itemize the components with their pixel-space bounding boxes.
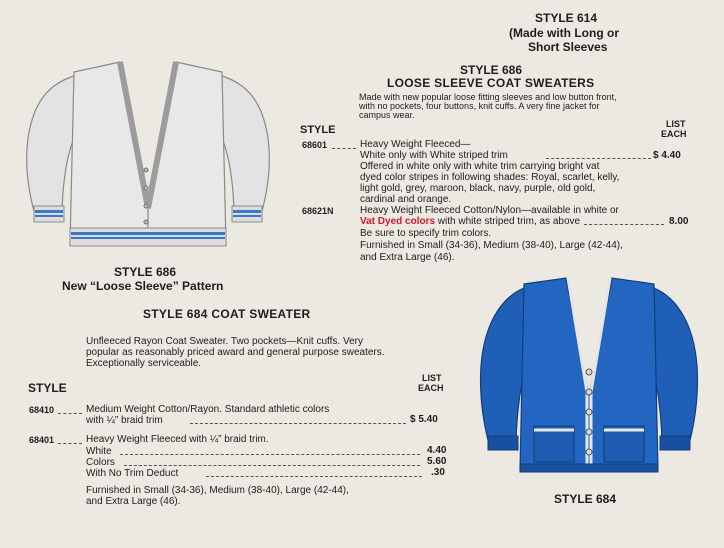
style-684-list-header-1: LIST [422,373,442,383]
leader-dots [190,423,406,424]
style-686-subtitle: LOOSE SLEEVE COAT SWEATERS [387,76,595,90]
item-code-68601: 68601 [302,140,328,150]
style-686-desc-2: with no pockets, four buttons, knit cuffs. A very fine jacket for [359,101,600,111]
item-68401-row-label: Colors [86,457,115,468]
item-code-68621n: 68621N [302,206,334,216]
leader-dots [332,148,356,149]
item-68621n-line-2 [360,216,580,227]
item-68601-line-5: light gold, grey, maroon, black, navy, purple, old gold, [360,183,596,194]
style-614-note-1: (Made with Long or [509,26,619,40]
style-614-title: STYLE 614 [535,11,598,25]
blue-sweater-illustration [478,276,700,484]
item-68621n-line-2-rest: with white striped trim, as above [435,216,581,227]
item-68410-line-1: Medium Weight Cotton/Rayon. Standard athletic colors [86,404,330,415]
white-sweater-illustration [22,58,274,262]
item-68401-row-price: 4.40 [427,445,447,456]
style-614-note-2: Short Sleeves [528,40,608,54]
style-686-desc-3: campus wear. [359,110,415,120]
style-684-style-header: STYLE [28,381,67,395]
vat-dyed-colors-label: Vat Dyed colors [360,216,436,227]
style-684-title: STYLE 684 COAT SWEATER [143,307,311,321]
style-684-list-header-2: EACH [418,383,444,393]
leader-dots [206,476,422,477]
style-684-caption: STYLE 684 [554,492,617,506]
leader-dots [584,224,664,225]
item-68601-line-6: cardinal and orange. [360,194,452,205]
style-686-list-header-2: EACH [661,129,687,139]
style-686-style-header: STYLE [300,124,336,136]
item-68401-row-price: .30 [431,467,445,478]
style-684-furnish-2: and Extra Large (46). [86,496,181,507]
item-68601-line-4: dyed color stripes in following shades: Royal, scarlet, kelly, [360,172,620,183]
item-code-68401: 68401 [29,435,55,445]
style-684-desc-2: popular as reasonably priced award and general purpose sweaters. [86,347,385,358]
item-68601-line-3: Offered in white only with white trim carrying bright vat [360,161,600,172]
item-68410-line-2: with ¼” braid trim [86,415,163,426]
item-68621n-line-3: Be sure to specify trim colors. [360,228,492,239]
style-686-caption: STYLE 686 [114,265,177,279]
item-68401-row-label: With No Trim Deduct [86,468,179,479]
item-code-68410: 68410 [29,405,55,415]
item-68401-row-price: 5.60 [427,456,447,467]
style-686-title: STYLE 686 [460,63,523,77]
item-68621n-line-5: and Extra Large (46). [360,252,455,263]
item-68601-line-1: Heavy Weight Fleeced— [360,139,471,150]
style-684-desc-3: Exceptionally serviceable. [86,358,202,369]
item-68621n-line-1: Heavy Weight Fleeced Cotton/Nylon—available in white or [360,205,619,216]
style-686-desc-1: Made with new popular loose fitting sleeves and low button front, [359,92,617,102]
item-68621n-line-4: Furnished in Small (34-36), Medium (38-40), Large (42-44), [360,240,623,251]
item-68621n-price: 8.00 [669,216,689,227]
item-68401-line-1: Heavy Weight Fleeced with ¼” braid trim. [86,434,269,445]
style-684-furnish-1: Furnished in Small (34-36), Medium (38-40), Large (42-44), [86,485,349,496]
leader-dots [58,443,82,444]
style-684-desc-1: Unfleeced Rayon Coat Sweater. Two pockets—Knit cuffs. Very [86,336,363,347]
leader-dots [124,465,420,466]
leader-dots [546,158,651,159]
item-68401-row-label: White [86,446,112,457]
leader-dots [58,413,82,414]
leader-dots [120,454,420,455]
item-68410-price: $ 5.40 [410,414,438,425]
style-686-list-header-1: LIST [666,119,686,129]
item-68601-price: $ 4.40 [653,150,681,161]
item-68601-line-2: White only with White striped trim [360,150,508,161]
style-686-caption-subtitle: New “Loose Sleeve” Pattern [62,279,224,293]
